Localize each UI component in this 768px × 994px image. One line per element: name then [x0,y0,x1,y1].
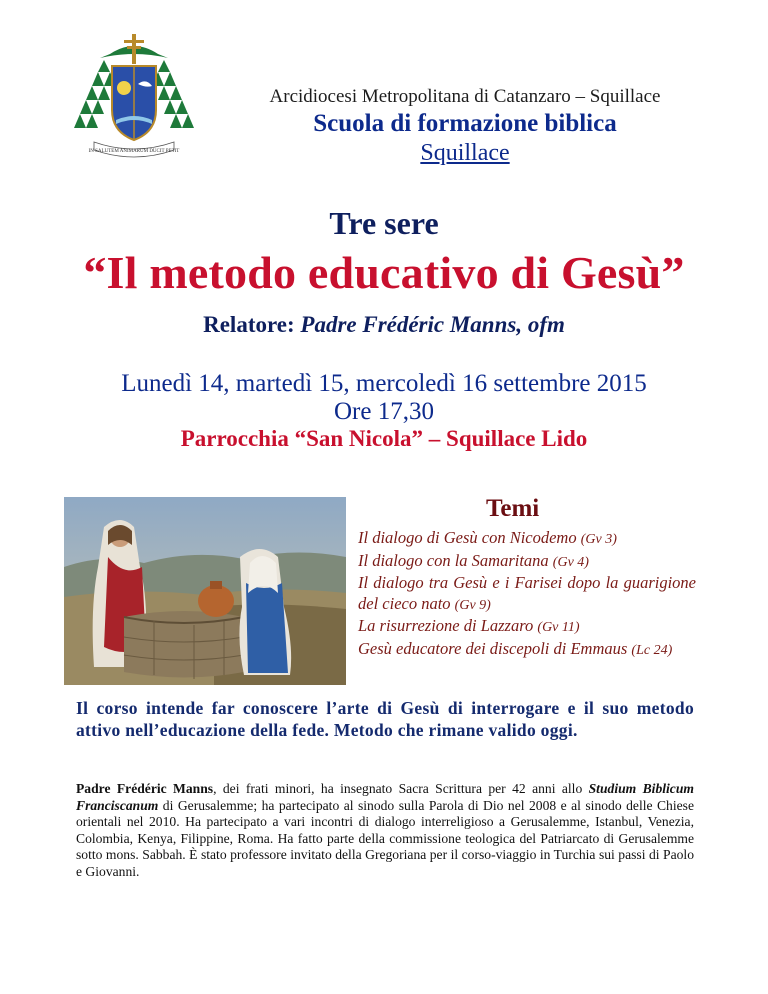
event-pretitle: Tre sere [329,205,439,241]
bio-institution: Studium Biblicum Franciscanum [76,781,694,813]
bio-name: Padre Frédéric Manns [76,781,214,796]
list-item: La risurrezione di Lazzaro (Gv 11) [358,616,580,635]
bible-ref: (Lc 24) [631,642,673,658]
event-time: Ore 17,30 [334,398,434,425]
speaker-name: Padre Frédéric Manns, ofm [300,312,565,337]
bible-ref: (Gv 3) [580,532,617,547]
list-item: Il dialogo tra Gesù e i Farisei dopo la guarigione del cieco nato (Gv 9) [358,573,696,613]
list-item: Il dialogo con la Samaritana (Gv 4) [358,550,589,570]
temi-heading: Temi [486,495,540,522]
diocese-name: Arcidiocesi Metropolitana di Catanzaro – Squillace [269,86,661,107]
school-name: Scuola di formazione biblica [313,110,617,137]
event-venue: Parrocchia “San Nicola” – Squillace Lido [180,426,588,451]
bible-ref: (Gv 4) [552,554,589,570]
speaker-line [0,312,768,338]
event-dates: Lunedì 14, martedì 15, mercoledì 16 settembre 2015 [121,370,647,397]
list-item: Il dialogo di Gesù con Nicodemo (Gv 3) [358,528,617,547]
coat-of-arms [74,32,194,158]
bible-ref: (Gv 9) [454,597,491,613]
school-place: Squillace [420,140,510,166]
speaker-bio: Padre Frédéric Manns, dei frati minori, ha insegnato Sacra Scrittura per 42 anni allo Studium Biblicum Franciscanum di Gerusalemme; ha partecipato al sinodo sulla Parola di Dio nel 2008 e al sinodo delle Chiese orientali nel 2010. Ha partecipato a vari incontri di dialogo interreligioso a Gerusalemme, Istanbul, Venezia, Colombia, Kenya, Filippine, Roma. Ha fatto parte della commissione teologica del Patriarcato di Gerusalemme sotto mons. Sabbah. È stato professore invitato della Gregoriana per il corso-viaggio in Turchia sui passi di Paolo e Giovanni. [76,781,694,879]
jesus-samaritan-painting [64,497,346,685]
course-description: Il corso intende far conoscere l’arte di Gesù di interrogare e il suo metodo attivo nell’educazione della fede. Metodo che rimane valido oggi. [76,698,694,740]
list-item: Gesù educatore dei discepoli di Emmaus (Lc 24) [358,638,673,658]
crest-motto: IN SALUTEM ANIMARUM DUCIT PETIT [88,149,180,154]
bible-ref: (Gv 11) [537,620,580,635]
temi-list [358,528,696,661]
event-schedule [0,370,768,426]
event-title: “Il metodo educativo di Gesù” [83,247,685,298]
speaker-label: Relatore: [203,312,295,337]
